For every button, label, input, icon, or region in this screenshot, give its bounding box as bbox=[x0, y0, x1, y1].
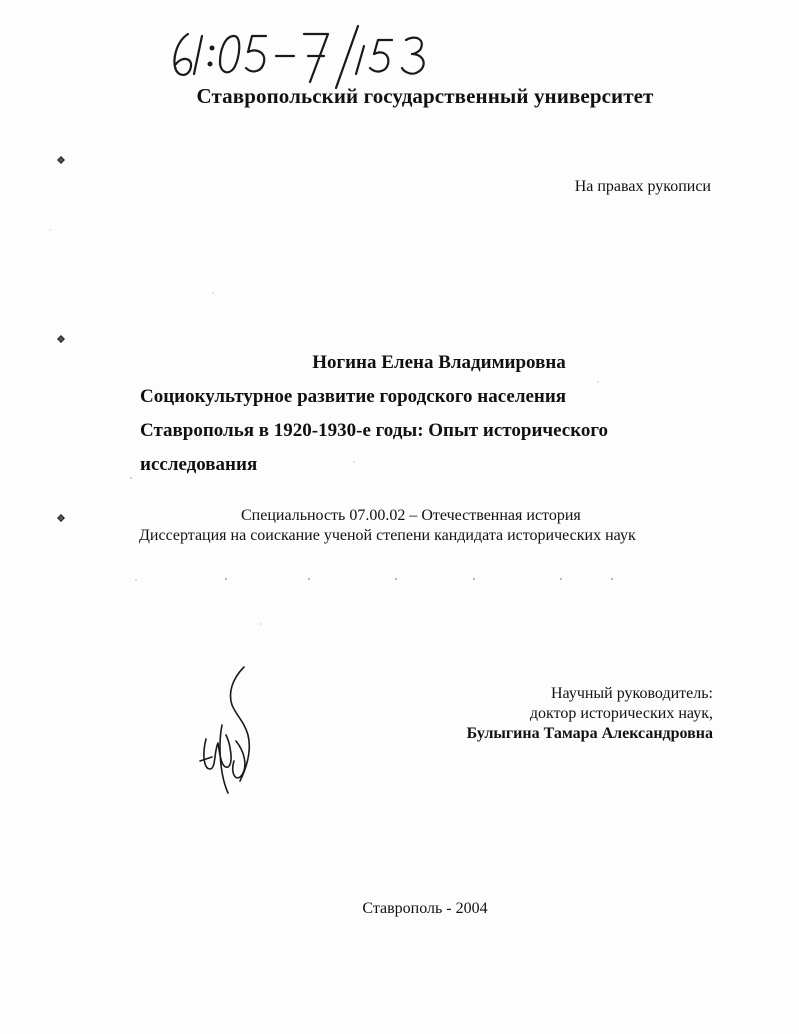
dissertation-title-line: Социокультурное развитие городского населения bbox=[140, 386, 567, 407]
binding-mark-icon bbox=[54, 153, 68, 167]
supervisor-role: Научный руководитель: bbox=[550, 685, 713, 702]
rights-notice: На правах рукописи bbox=[574, 178, 711, 195]
specialty-line: Специальность 07.00.02 – Отечественная история bbox=[241, 507, 581, 524]
city-year: Ставрополь - 2004 bbox=[362, 900, 488, 917]
supervisor-name: Булыгина Тамара Александровна bbox=[466, 725, 713, 742]
supervisor-degree: доктор исторических наук, bbox=[529, 705, 713, 722]
dissertation-title-line: Ставрополья в 1920-1930-е годы: Опыт исторического bbox=[140, 420, 609, 441]
degree-line: Диссертация на соискание ученой степени кандидата исторических наук bbox=[139, 527, 636, 544]
author-name: Ногина Елена Владимировна bbox=[312, 352, 566, 373]
supervisor-block bbox=[467, 684, 713, 744]
binding-mark-icon bbox=[54, 332, 68, 346]
dissertation-title-line: исследования bbox=[140, 454, 258, 475]
signature-icon bbox=[192, 665, 272, 800]
university-name: Ставропольский государственный университет bbox=[196, 84, 654, 108]
binding-mark-icon bbox=[54, 511, 68, 525]
handwritten-code-stamp bbox=[168, 22, 468, 92]
